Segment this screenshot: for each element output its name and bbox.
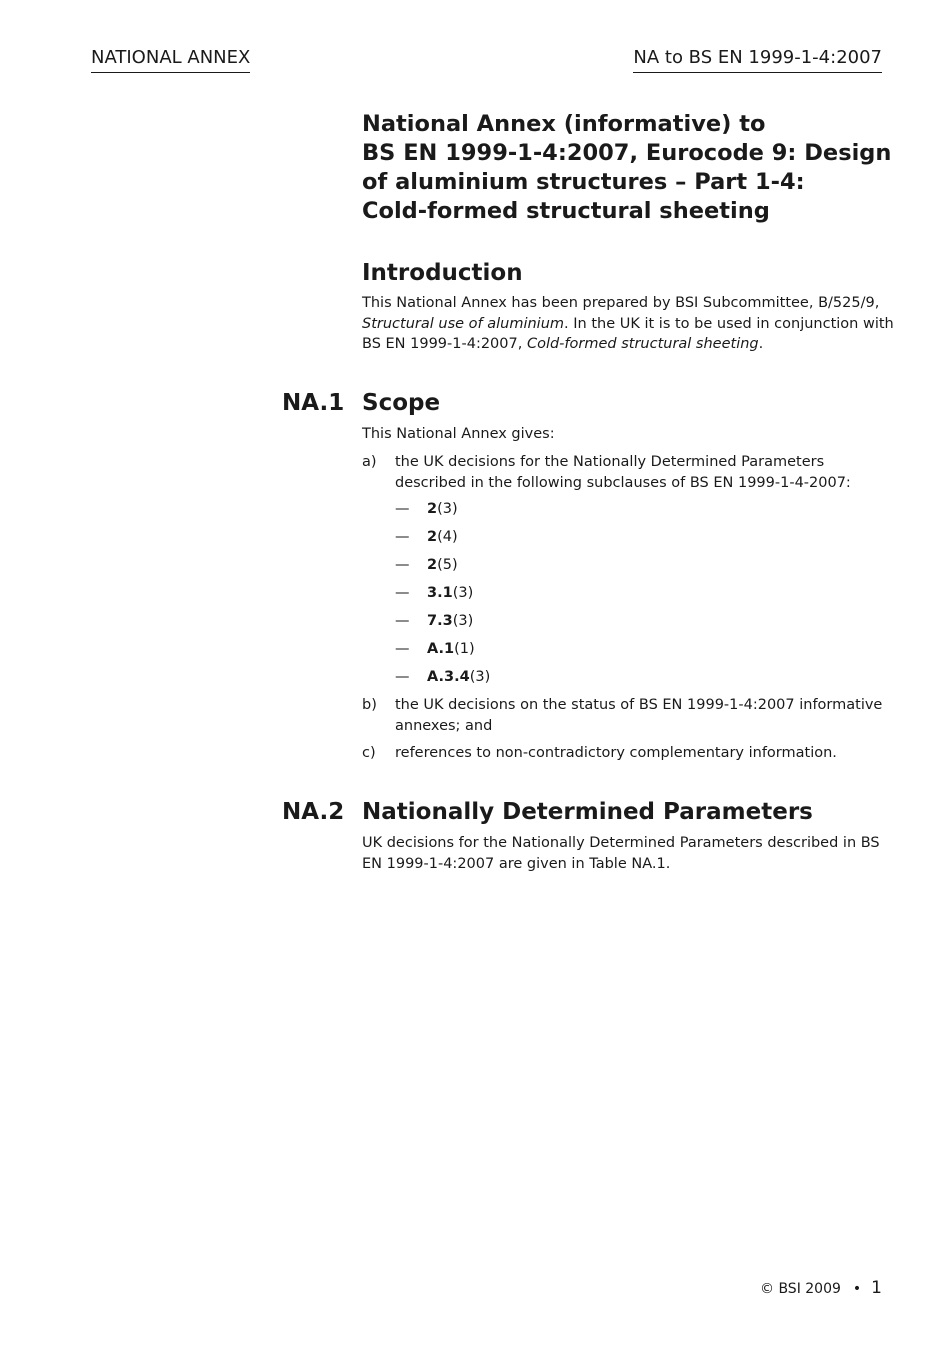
dash-bullet: — (395, 501, 410, 517)
subclause-paragraph: (3) (452, 613, 474, 629)
intro-text-part-1: This National Annex has been prepared by BSI Subcommittee, B/525/9, (362, 295, 880, 311)
footer-bullet: • (852, 1281, 862, 1297)
subclause-paragraph: (3) (469, 669, 491, 685)
intro-text-part-3: . (758, 336, 764, 352)
intro-italic-2: Cold-formed structural sheeting (526, 336, 759, 352)
subclause-number: 2 (427, 501, 438, 517)
introduction-heading: Introduction (362, 260, 523, 286)
running-header-right: NA to BS EN 1999-1-4:2007 (633, 46, 882, 73)
subclause-paragraph: (5) (437, 557, 458, 573)
dash-bullet: — (395, 529, 410, 545)
subclause-paragraph: (3) (437, 501, 458, 517)
introduction-text (362, 293, 902, 355)
section-number-na2: NA.2 (282, 799, 345, 825)
page-footer (760, 1278, 882, 1299)
subclause-paragraph: (4) (437, 529, 458, 545)
subclause-paragraph: (1) (454, 641, 475, 657)
dash-bullet: — (395, 641, 410, 657)
subclause-ref (427, 583, 473, 604)
subclause-number: A.1 (427, 641, 455, 657)
dash-bullet: — (395, 585, 410, 601)
title-line-4: Cold-formed structural sheeting (362, 198, 770, 224)
dash-bullet: — (395, 669, 410, 685)
title-line-3: of aluminium structures – Part 1-4: (362, 169, 805, 195)
dash-bullet: — (395, 557, 410, 573)
subclause-paragraph: (3) (452, 585, 474, 601)
subclause-number: 2 (427, 529, 438, 545)
subclause-ref (427, 639, 475, 660)
title-line-2: BS EN 1999-1-4:2007, Eurocode 9: Design (362, 140, 892, 166)
copyright: © BSI 2009 (760, 1281, 841, 1297)
subclause-number: 3.1 (427, 585, 453, 601)
page-number: 1 (871, 1278, 882, 1298)
list-item-c: references to non-contradictory complementary information. (395, 745, 837, 761)
document-title (362, 110, 902, 226)
ndp-text: UK decisions for the Nationally Determined Parameters described in BS EN 1999-1-4:2007 are given in Table NA.1. (362, 835, 880, 872)
list-label-a: a) (362, 454, 377, 470)
intro-text-part-2: . In the UK it is to be used in conjunction with BS EN 1999-1-4:2007, (362, 315, 894, 352)
list-item-b: the UK decisions on the status of BS EN 1999-1-4:2007 informative annexes; and (395, 697, 883, 734)
subclause-ref (427, 667, 490, 688)
list-item-a: the UK decisions for the Nationally Determined Parameters described in the following subclauses of BS EN 1999-1-4-2007: (395, 454, 851, 491)
title-line-1: National Annex (informative) to (362, 111, 766, 137)
intro-italic-1: Structural use of aluminium (362, 315, 565, 332)
section-title-ndp: Nationally Determined Parameters (362, 799, 813, 825)
section-number-na1: NA.1 (282, 390, 345, 416)
subclause-number: 2 (427, 557, 438, 573)
list-label-b: b) (362, 697, 377, 713)
running-header-left: NATIONAL ANNEX (91, 46, 250, 73)
subclause-ref (427, 527, 458, 548)
section-title-scope: Scope (362, 390, 441, 416)
scope-intro: This National Annex gives: (362, 426, 555, 442)
subclause-number: 7.3 (427, 613, 453, 629)
list-label-c: c) (362, 745, 376, 761)
subclause-ref (427, 555, 458, 576)
dash-bullet: — (395, 613, 410, 629)
subclause-number: A.3.4 (427, 669, 470, 685)
subclause-ref (427, 611, 473, 632)
subclause-ref (427, 499, 458, 520)
